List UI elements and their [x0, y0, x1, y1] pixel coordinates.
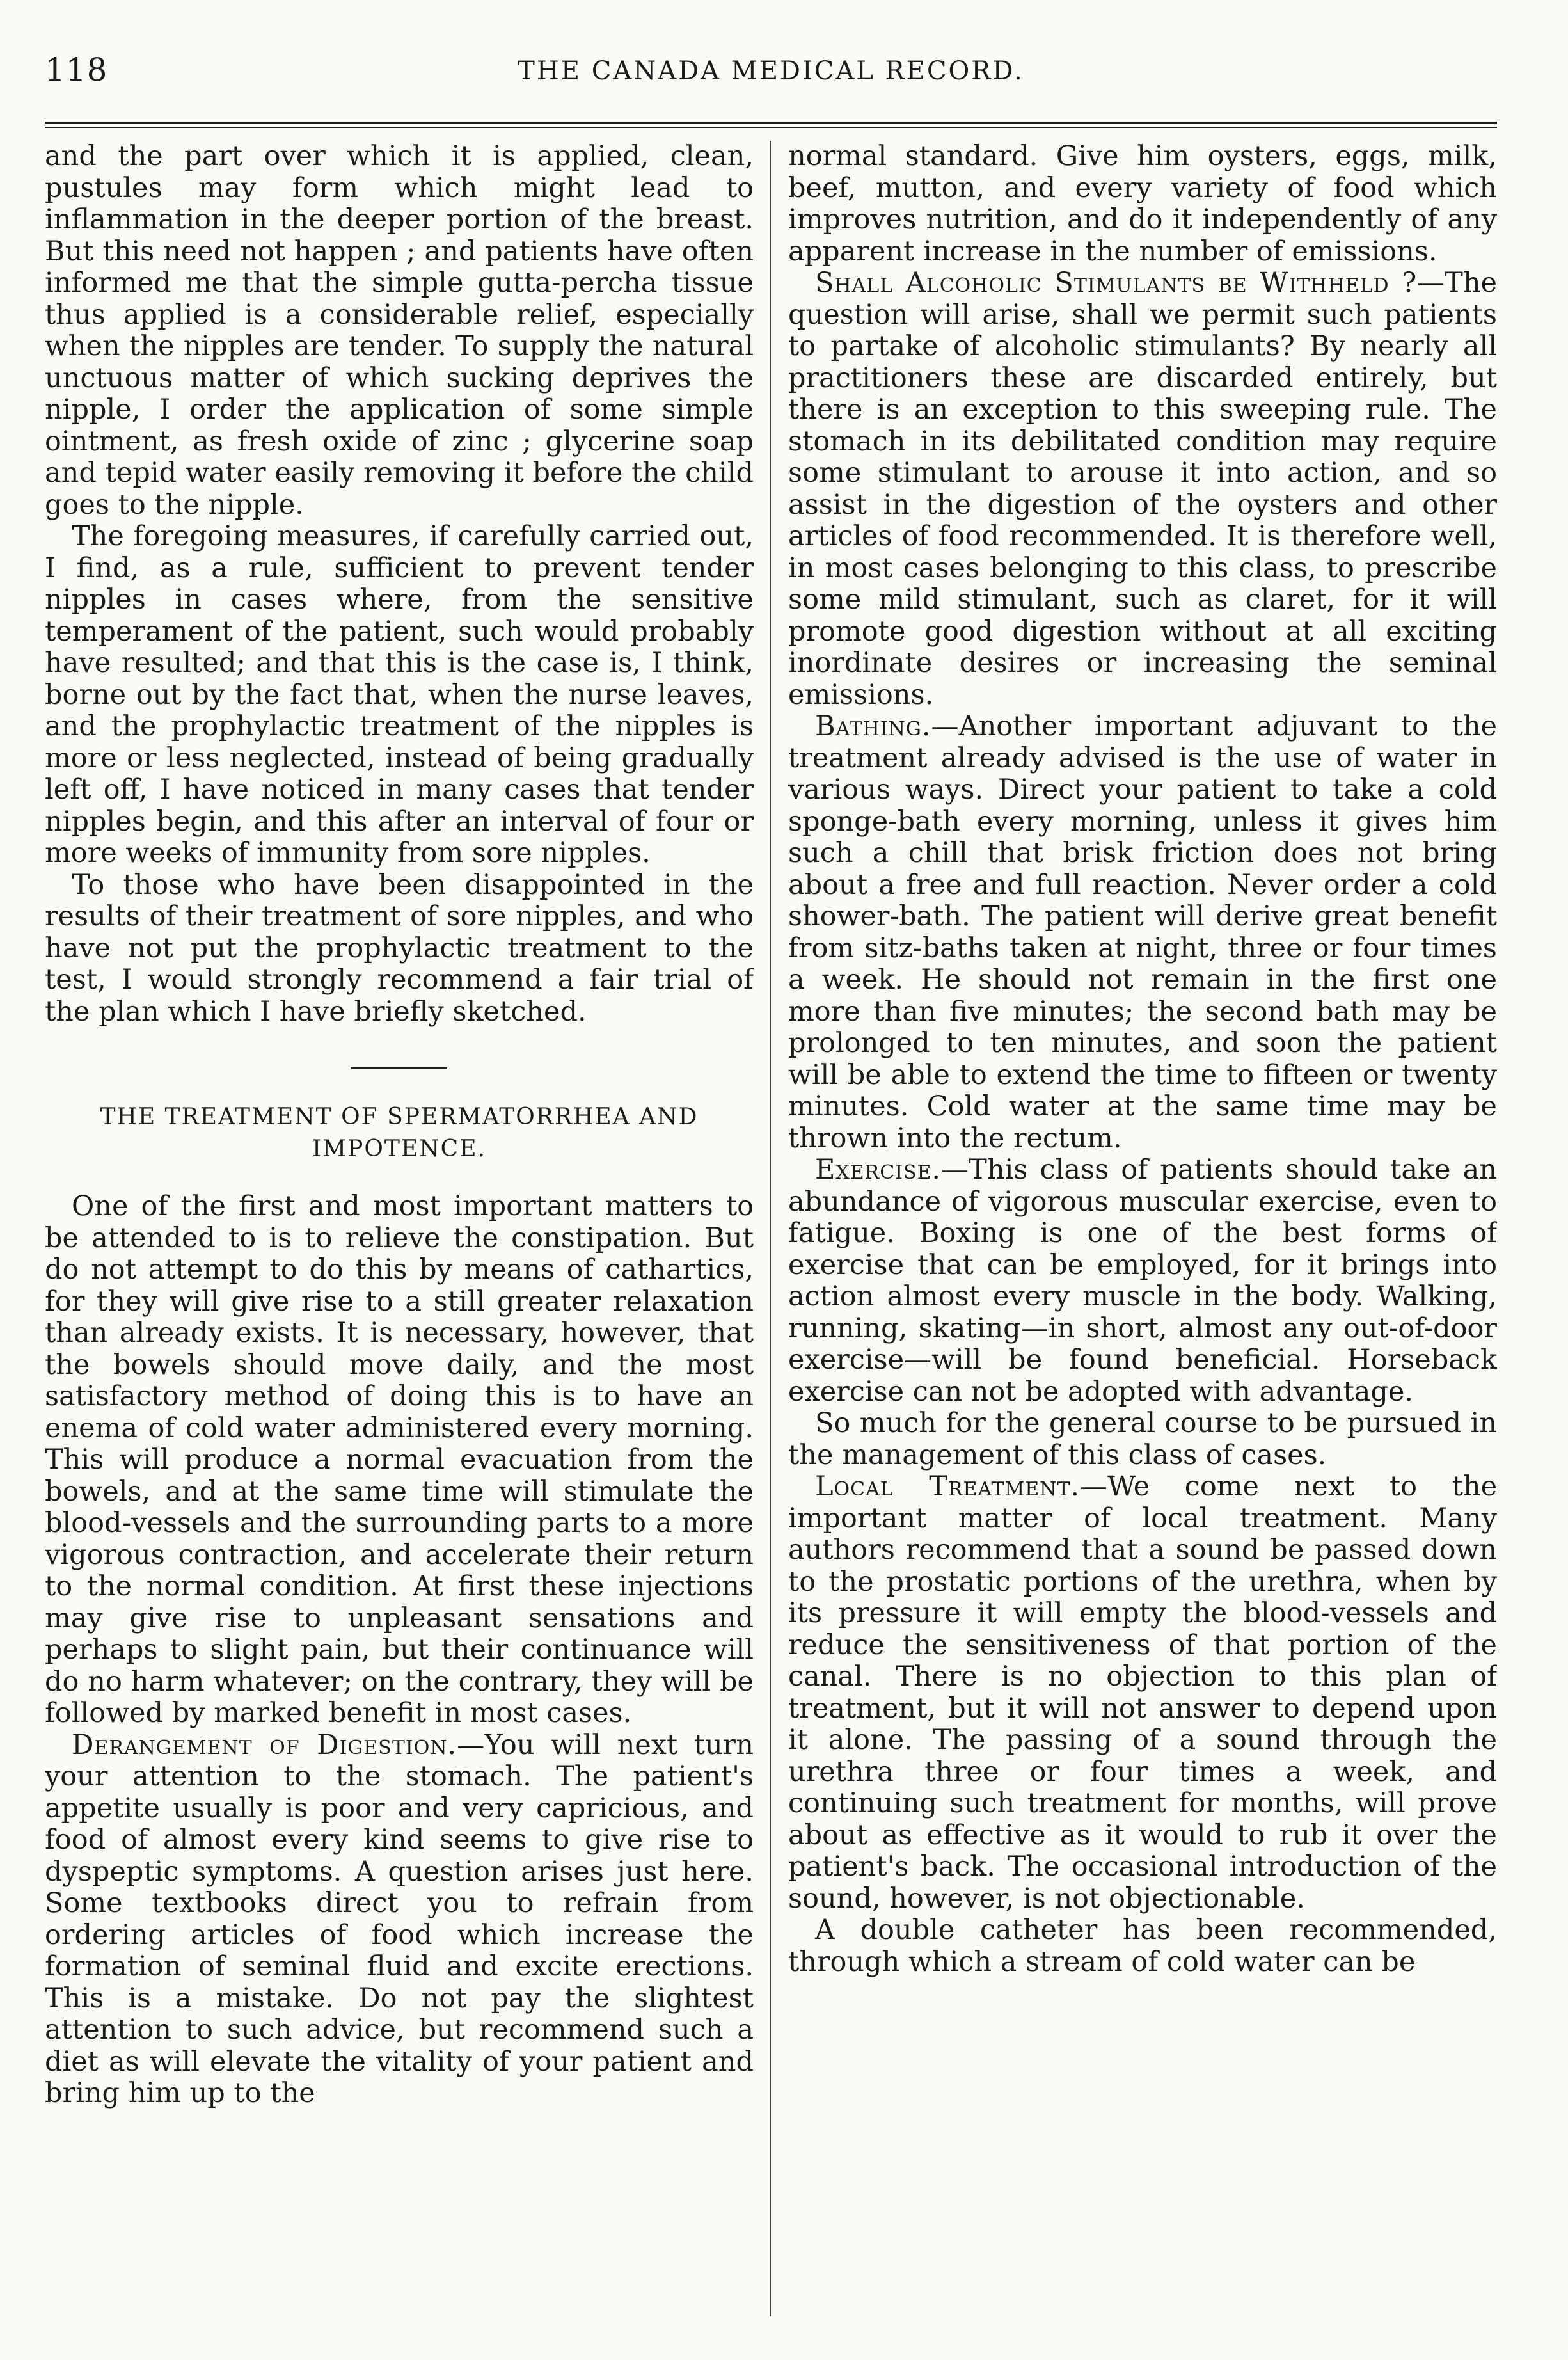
paragraph-heading: Local Treatment. — [815, 1471, 1081, 1503]
paragraph-body: —You will next turn your attention to the stomach. The patient's appetite usually is poor and very capricious, and food of almost every kind seems to give rise to dyspeptic symptoms. A question arises just here. Some textbooks direct you to refrain from ordering articles of food which increase the formation of seminal fluid and excite erections. This is a mistake. Do not pay the slightest attention to such advice, but recommend such a diet as will elevate the vitality of your patient and bring him up to the — [45, 1728, 754, 2109]
paragraph — [788, 267, 1497, 711]
paragraph-heading: Shall Alcoholic Stimulants be Withheld ? — [815, 267, 1418, 299]
paragraph: The foregoing measures, if carefully carried out, I find, as a rule, sufficient to prevent tender nipples in cases where, from the sensitive temperament of the patient, such would probably have resulted; and that this is the case is, I think, borne out by the fact that, when the nurse leaves, and the prophylactic treatment of the nipples is more or less neglected, instead of being gradually left off, I have noticed in many cases that tender nipples begin, and this after an interval of four or more weeks of immunity from sore nipples. — [45, 520, 754, 869]
section-title: THE TREATMENT OF SPERMATORRHEA AND IMPOTENCE. — [100, 1104, 699, 1162]
article-columns — [45, 141, 1497, 2329]
paragraph: and the part over which it is applied, clean, pustules may form which might lead to inflammation in the deeper portion of the breast. But this need not happen ; and patients have often informed me that the simple gutta-percha tissue thus applied is a considerable relief, especially when the nipples are tender. To supply the natural unctuous matter of which sucking deprives the nipple, I order the application of some simple ointment, as fresh oxide of zinc ; glycerine soap and tepid water easily removing it before the child goes to the nipple. — [45, 141, 754, 521]
paragraph-body: —We come next to the important matter of local treatment. Many authors recommend that a sound be passed down to the prostatic portions of the urethra, when by its pressure it will empty the blood-vessels and reduce the sensitiveness of that portion of the canal. There is no objection to this plan of treatment, but it will not answer to depend upon it alone. The passing of a sound through the urethra three or four times a week, and continuing such treatment for months, will prove about as effective as it would to rub it over the patient's back. The occasional introduction of the sound, however, is not objectionable. — [788, 1471, 1497, 1915]
paragraph: A double catheter has been recommended, through which a stream of cold water can be — [788, 1914, 1497, 1978]
left-column — [45, 141, 754, 2316]
paragraph-body: —Another important adjuvant to the treatment already advised is the use of water in various ways. Direct your patient to take a cold sponge-bath every morning, unless it gives him such a chill that brisk friction does not bring about a free and full reaction. Never order a cold shower-bath. The patient will derive great benefit from sitz-baths taken at night, three or four times a week. He should not remain in the first one more than five minutes; the second bath may be prolonged to ten minutes, and soon the patient will be able to extend the time to fifteen or twenty minutes. Cold water at the same time may be thrown into the rectum. — [788, 710, 1497, 1154]
paragraph-heading: Bathing. — [815, 710, 931, 742]
paragraph-heading: Exercise. — [815, 1154, 942, 1186]
page-number: 118 — [45, 51, 108, 88]
paragraph: normal standard. Give him oysters, eggs, milk, beef, mutton, and every variety of food which improves nutrition, and do it independently of any apparent increase in the number of emissions. — [788, 141, 1497, 267]
paragraph: One of the first and most important matters to be attended to is to relieve the constipation. But do not attempt to do this by means of cathartics, for they will give rise to a still greater relaxation than already exists. It is necessary, however, that the bowels should move daily, and the most satisfactory method of doing this is to have an enema of cold water administered every morning. This will produce a normal evacuation from the bowels, and at the same time will stimulate the blood-vessels and the surrounding parts to a more vigorous contraction, and accelerate their return to the normal condition. At first these injections may give rise to unpleasant sensations and perhaps to slight pain, but their continuance will do no harm whatever; on the contrary, they will be followed by marked benefit in most cases. — [45, 1190, 754, 1729]
page-header — [45, 38, 1497, 102]
section-divider — [351, 1067, 447, 1069]
paragraph-body: —This class of patients should take an abundance of vigorous muscular exercise, even to fatigue. Boxing is one of the best forms of exercise that can be employed, for it brings into action almost every muscle in the body. Walking, running, skating—in short, almost any out-of-door exercise—will be found beneficial. Horseback exercise can not be adopted with advantage. — [788, 1154, 1497, 1408]
column-divider — [770, 141, 771, 2316]
paragraph: So much for the general course to be pursued in the management of this class of cases. — [788, 1407, 1497, 1471]
paragraph — [788, 711, 1497, 1154]
running-head: THE CANADA MEDICAL RECORD. — [518, 56, 1024, 86]
paragraph-body: —The question will arise, shall we permit such patients to partake of alcoholic stimulants? By nearly all practitioners these are discarded entirely, but there is an exception to this sweeping rule. The stomach in its debilitated condition may require some stimulant to arouse it into action, and so assist in the digestion of the oysters and other articles of food recommended. It is therefore well, in most cases belonging to this class, to prescribe some mild stimulant, such as claret, for it will promote good digestion without at all exciting inordinate desires or increasing the seminal emissions. — [788, 267, 1497, 711]
paragraph — [45, 1730, 754, 2110]
paragraph: To those who have been disappointed in the results of their treatment of sore nipples, and who have not put the prophylactic treatment to the test, I would strongly recommend a fair trial of the plan which I have briefly sketched. — [45, 868, 754, 1028]
paragraph-heading: Derangement of Digestion. — [72, 1728, 457, 1761]
header-double-rule — [45, 122, 1497, 128]
paragraph — [788, 1471, 1497, 1915]
right-column — [788, 141, 1497, 2316]
paragraph — [788, 1154, 1497, 1408]
